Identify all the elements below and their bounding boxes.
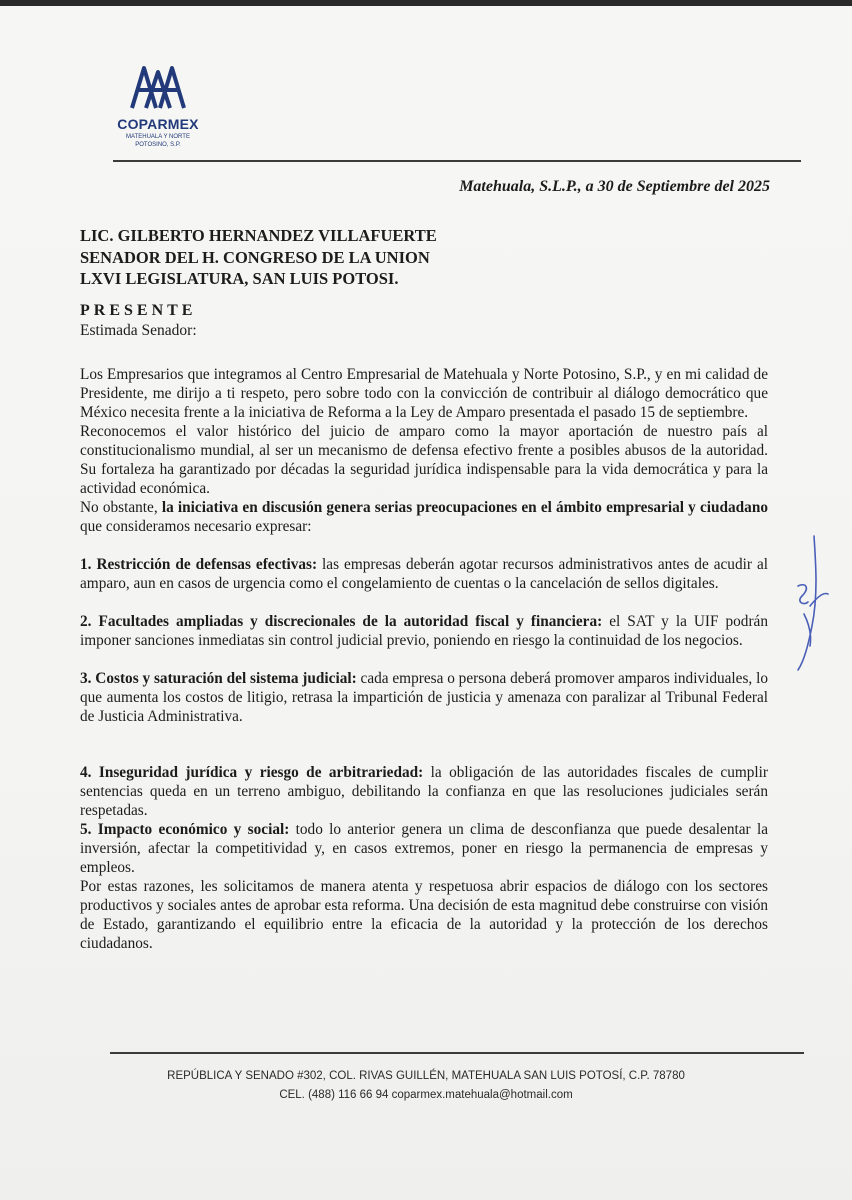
addressee-line2: SENADOR DEL H. CONGRESO DE LA UNION: [80, 247, 430, 267]
point-4: [80, 763, 768, 820]
point-4-text: la obligación de las autoridades fiscales de cumplir sentencias queda en un terreno ambiguo, debilitando la confianza en que las resoluciones judiciales serán respetadas.: [80, 764, 768, 819]
letter-body: [80, 365, 768, 953]
presente-heading: PRESENTE: [80, 302, 197, 319]
header-rule: [113, 160, 801, 162]
footer-address: REPÚBLICA Y SENADO #302, COL. RIVAS GUILLÉN, MATEHUALA SAN LUIS POTOSÍ, C.P. 78780: [167, 1070, 685, 1082]
point-3-text: cada empresa o persona deberá promover amparos individuales, lo que aumenta los costos de litigio, retrasa la impartición de justicia y amenaza con paralizar al Tribunal Federal de Justicia Administrativa.: [80, 670, 768, 725]
concern-bold: la iniciativa en discusión genera serias preocupaciones en el ámbito empresarial y ciudadano: [161, 499, 768, 516]
point-2: [80, 612, 768, 650]
coparmex-logo: [108, 58, 208, 158]
point-3: [80, 669, 768, 726]
point-1: [80, 555, 768, 593]
point-2-title: 2. Facultades ampliadas y discrecionales de la autoridad fiscal y financiera:: [80, 613, 603, 630]
point-2-text: el SAT y la UIF podrán imponer sanciones inmediatas sin control judicial previo, poniendo en riesgo la continuidad de los negocios.: [80, 613, 768, 649]
paragraph-recognition: Reconocemos el valor histórico del juicio de amparo como la mayor aportación de nuestro país al constitucionalismo mundial, al ser un mecanismo de defensa efectivo frente a posibles abusos de la autoridad. Su fortaleza ha garantizado por décadas la seguridad jurídica indispensable para la vida democrática y para la actividad económica.: [80, 423, 768, 497]
letter-page: [0, 6, 852, 1200]
handwritten-signature: [784, 526, 834, 676]
logo-sub-line1: MATEHUALA Y NORTE: [126, 134, 190, 140]
point-5: [80, 820, 768, 877]
logo-org-name: COPARMEX: [117, 116, 199, 132]
addressee-block: [80, 225, 437, 290]
addressee-line1: LIC. GILBERTO HERNANDEZ VILLAFUERTE: [80, 226, 437, 245]
coparmex-emblem-icon: [128, 58, 188, 114]
salutation: Estimada Senador:: [80, 322, 197, 339]
point-1-title: 1. Restricción de defensas efectivas:: [80, 556, 318, 573]
footer-rule: [110, 1052, 804, 1054]
concern-suffix: que consideramos necesario expresar:: [80, 518, 312, 535]
logo-sub-line2: POTOSINO, S.P.: [135, 142, 181, 148]
point-5-title: 5. Impacto económico y social:: [80, 821, 290, 838]
point-5-text: todo lo anterior genera un clima de desconfianza que puede desalentar la inversión, afectar la competitividad y, en casos extremos, poner en riesgo la permanencia de empresas y empleos.: [80, 821, 768, 876]
footer-contact: CEL. (488) 116 66 94 coparmex.matehuala@hotmail.com: [279, 1089, 573, 1101]
paragraph-intro: Los Empresarios que integramos al Centro Empresarial de Matehuala y Norte Potosino, S.P., y en mi calidad de Presidente, me dirijo a ti respeto, pero sobre todo con la convicción de contribuir al diálogo democrático que México necesita frente a la iniciativa de Reforma a la Ley de Amparo presentada el pasado 15 de septiembre.: [80, 366, 768, 421]
addressee-line3: LXVI LEGISLATURA, SAN LUIS POTOSI.: [80, 269, 399, 288]
point-1-text: las empresas deberán agotar recursos administrativos antes de acudir al amparo, aun en casos de urgencia como el congelamiento de cuentas o la cancelación de sellos digitales.: [80, 556, 768, 592]
paragraph-closing: Por estas razones, les solicitamos de manera atenta y respetuosa abrir espacios de diálogo con los sectores productivos y sociales antes de aprobar esta reforma. Una decisión de esta magnitud debe construirse con visión de Estado, garantizando el equilibrio entre la eficacia de la autoridad y la protección de los derechos ciudadanos.: [80, 878, 768, 952]
concern-prefix: No obstante,: [80, 499, 162, 516]
date-line: Matehuala, S.L.P., a 30 de Septiembre del 2025: [459, 178, 770, 195]
point-3-title: 3. Costos y saturación del sistema judicial:: [80, 670, 357, 687]
point-4-title: 4. Inseguridad jurídica y riesgo de arbitrariedad:: [80, 764, 424, 781]
paragraph-concern: [80, 498, 768, 536]
